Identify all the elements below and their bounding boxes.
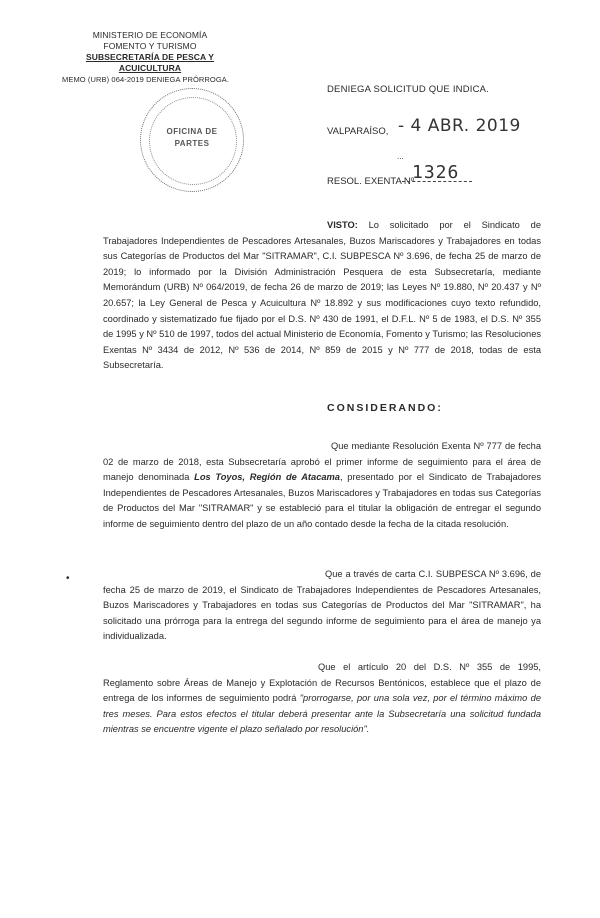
considerando-paragraph-3 [103,660,541,738]
letterhead [60,30,240,85]
considerando-heading: CONSIDERANDO: [327,402,443,414]
small-mark: ... [397,152,404,161]
p1-area-name: Los Toyos, Región de Atacama [194,472,340,483]
p3-quote: "prorrogarse, por una sola vez, por el término máximo de tres meses. Para estos efectos el titular deberá presentar ante la Subsecretaría una solicitud fundada mientras se encuentre vigente el plazo señalado por resolución". [103,693,541,735]
visto-paragraph [103,218,541,374]
letterhead-undersecretariat: SUBSECRETARÍA DE PESCA Y ACUICULTURA [85,52,215,73]
visto-text: Lo solicitado por el Sindicato de Trabajadores Independientes de Pescadores Artesanales, Buzos Mariscadores y Trabajadores en todas sus Categorías de Productos del Mar "SITRAMAR", C.I. SUBPESCA Nº 3.696, de fecha 25 de marzo de 2019; lo informado por la División Administración Pesquera de esta Subsecretaría, mediante Memorándum (URB) Nº 064/2019, de fecha 26 de marzo de 2019; las Leyes Nº 19.880, Nº 20.437 y Nº 20.657; la Ley General de Pesca y Acuicultura Nº 18.892 y sus modificaciones cuyo texto refundido, coordinado y sistematizado fue fijado por el D.S. Nº 430 de 1991, el D.F.L. Nº 5 de 1983, el D.S. Nº 355 de 1995 y Nº 510 de 1997, todos del actual Ministerio de Economía, Fomento y Turismo; las Resoluciones Exentas Nº 3434 de 2012, Nº 536 de 2014, Nº 859 de 2015 y Nº 777 de 2018, todas de esta Subsecretaría. [103,220,542,371]
letterhead-reference: MEMO (URB) 064-2019 DENIEGA PRÓRROGA. [62,75,230,84]
date-stamp: - 4 ABR. 2019 [398,116,521,136]
resolution-number: 1326 [412,162,460,183]
bullet-mark: • [66,573,70,584]
resolution-label: RESOL. EXENTA Nº [327,176,415,187]
place-label: VALPARAÍSO, [327,126,389,137]
visto-label: VISTO: [327,220,358,230]
p3-text-a: Que el artículo 20 del D.S. Nº 355 de 1995, Reglamento sobre Áreas de Manejo y Explotación de Recursos Bentónicos, establece que el plazo de entrega de los informes de seguimiento podrá [103,662,541,704]
stamp-text-1: OFICINA DE [166,127,218,136]
stamp-text-2: PARTES [174,139,210,148]
p1-text-c: , presentado por el Sindicato de Trabajadores Independientes de Pescadores Artesanales, Buzos Mariscadores y Trabajadores en todas sus Categorías de Productos del Mar "SITRAMAR" y se estableció para el titular la obligación de entregar el segundo informe de seguimiento dentro del plazo de un año contado desde la fecha de la citada resolución. [103,472,541,529]
considerando-paragraph-2 [103,567,541,645]
letterhead-ministry-2: FOMENTO Y TURISMO [103,41,197,51]
document-title: DENIEGA SOLICITUD QUE INDICA. [327,84,490,95]
p2-text: Que a través de carta C.I. SUBPESCA Nº 3.696, de fecha 25 de marzo de 2019, el Sindicato de Trabajadores Independientes de Pescadores Artesanales, Buzos Mariscadores y Trabajadores en todas sus Categorías de Productos del Mar "SITRAMAR", ha solicitado una prórroga para la entrega del segundo informe de seguimiento para el área de manejo ya individualizada. [103,569,541,642]
letterhead-ministry: MINISTERIO DE ECONOMÍA [92,30,208,40]
office-stamp [140,88,244,192]
considerando-paragraph-1 [103,439,541,533]
p1-text-a: Que mediante Resolución Exenta Nº 777 de fecha 02 de marzo de 2018, esta Subsecretaría aprobó el primer informe de seguimiento para el área de manejo denominada [103,441,541,483]
